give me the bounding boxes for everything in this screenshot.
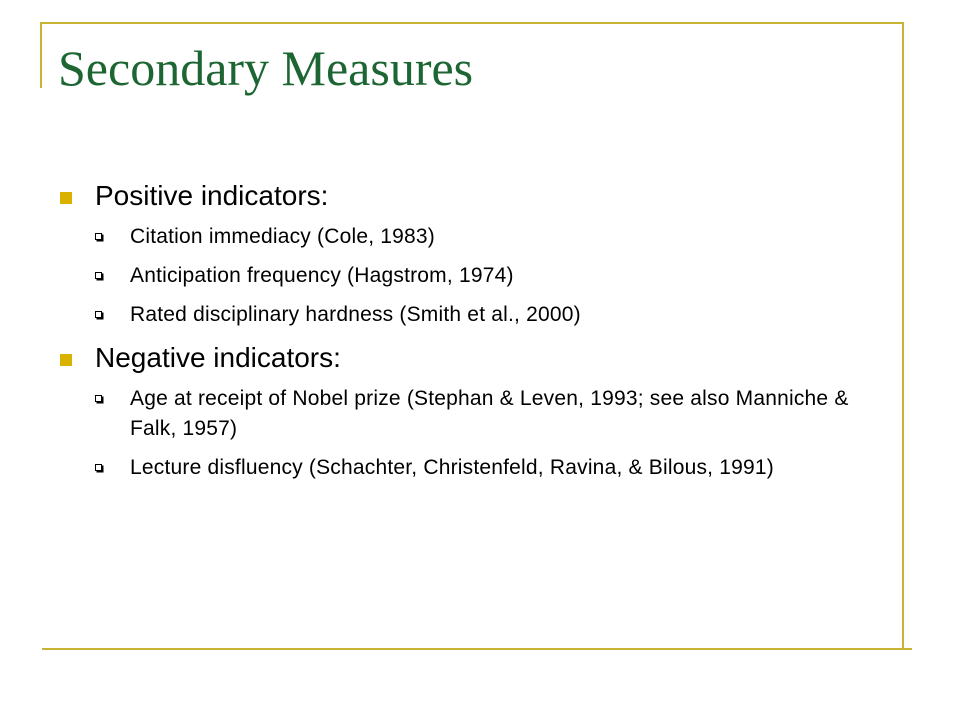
hollow-square-bullet-icon	[95, 311, 102, 318]
frame-bottom-line	[42, 648, 912, 650]
sub-bullet-item	[95, 453, 850, 483]
bullet-group-label: Negative indicators:	[95, 342, 341, 373]
sub-bullet-text: Lecture disfluency (Schachter, Christenfeld, Ravina, & Bilous, 1991)	[130, 456, 774, 479]
sub-bullet-item	[95, 300, 850, 330]
hollow-square-bullet-icon	[95, 272, 102, 279]
hollow-square-bullet-icon	[95, 395, 102, 402]
slide-title: Secondary Measures	[58, 40, 474, 96]
sub-bullet-text: Rated disciplinary hardness (Smith et al., 2000)	[130, 303, 581, 326]
sub-bullet-list	[95, 384, 850, 483]
bullet-group-negative	[60, 340, 850, 483]
sub-bullet-text: Age at receipt of Nobel prize (Stephan & Leven, 1993; see also Manniche & Falk, 1957)	[130, 387, 849, 440]
hollow-square-bullet-icon	[95, 464, 102, 471]
hollow-square-bullet-icon	[95, 233, 102, 240]
sub-bullet-item	[95, 384, 850, 444]
slide-content	[60, 178, 850, 483]
frame-left-line	[40, 22, 42, 88]
bullet-group-label: Positive indicators:	[95, 180, 329, 211]
sub-bullet-text: Citation immediacy (Cole, 1983)	[130, 225, 435, 248]
bullet-group-positive	[60, 178, 850, 330]
sub-bullet-list	[95, 222, 850, 330]
sub-bullet-text: Anticipation frequency (Hagstrom, 1974)	[130, 264, 514, 287]
frame-right-line	[902, 22, 904, 650]
frame-top-line	[40, 22, 904, 24]
sub-bullet-item	[95, 261, 850, 291]
square-bullet-icon	[60, 192, 72, 204]
sub-bullet-item	[95, 222, 850, 252]
square-bullet-icon	[60, 354, 72, 366]
